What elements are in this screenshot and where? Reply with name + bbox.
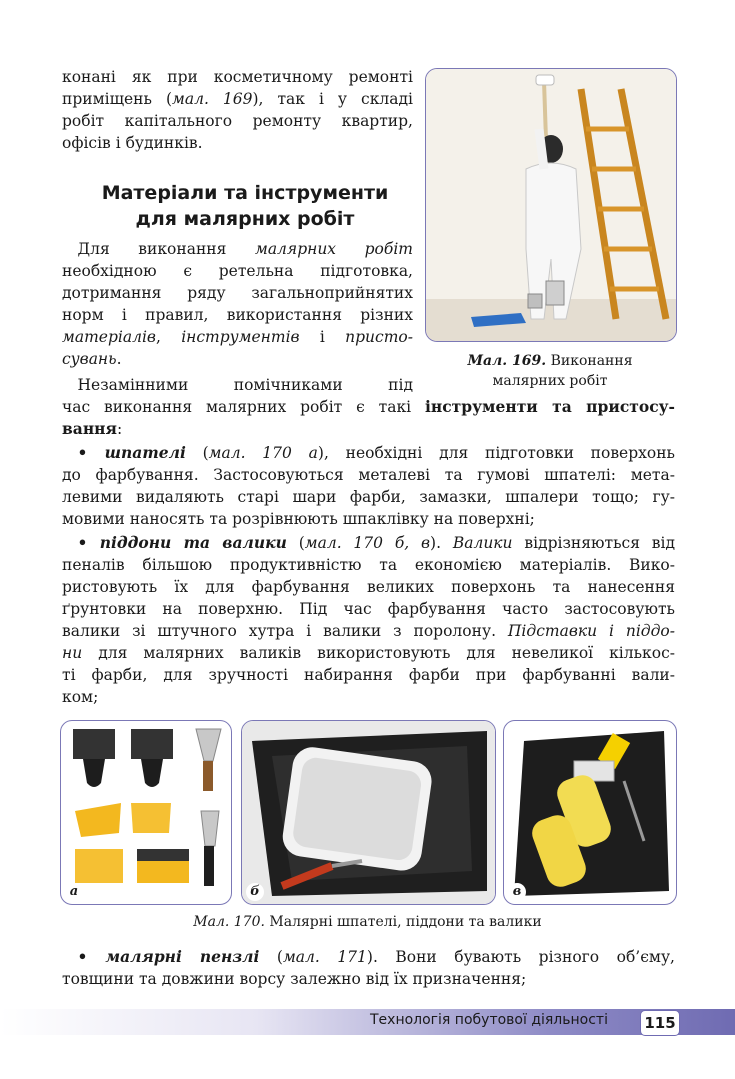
term: Підставки і піддо- bbox=[507, 622, 675, 640]
bullet: • bbox=[77, 443, 105, 462]
para1-line-3: дотримання ряду загальноприйнятих bbox=[62, 284, 413, 302]
bullet: • bbox=[77, 947, 106, 966]
tray-roller-illustration bbox=[242, 721, 495, 904]
text-run: Незамінними помічниками під bbox=[77, 376, 413, 394]
bullet2-line-7: ті фарби, для зручності набирання фарби при фарбуванні вали- bbox=[62, 666, 675, 684]
text-run: для малярних валиків використовують для невеликої кількос- bbox=[82, 644, 675, 662]
term: інструментів bbox=[181, 328, 300, 346]
intro-line-4: офісів і будинків. bbox=[62, 134, 203, 152]
bullet2-line-1 bbox=[62, 532, 675, 554]
intro-line-1: конані як при косметичному ремонті bbox=[62, 68, 413, 86]
bold-term: піддони та валики bbox=[99, 533, 287, 552]
figure-ref: мал. 171 bbox=[282, 948, 367, 966]
bold-term: малярні пензлі bbox=[105, 947, 260, 966]
caption-text: малярних робіт bbox=[492, 373, 608, 389]
text-run: ( bbox=[185, 444, 209, 462]
figure-170a-spatulas bbox=[60, 720, 232, 905]
figure-ref: мал. 170 а bbox=[208, 444, 318, 462]
footer-bar bbox=[0, 1009, 735, 1035]
panel-label-c: в bbox=[508, 883, 526, 901]
term: малярних робіт bbox=[254, 240, 413, 258]
text-run: приміщень ( bbox=[62, 90, 172, 108]
figure-169-caption bbox=[430, 351, 670, 391]
section-heading bbox=[70, 180, 420, 232]
caption-text: Виконання bbox=[546, 353, 633, 369]
text-run: ( bbox=[286, 534, 305, 552]
bullet2-line-5 bbox=[62, 620, 675, 642]
figure-170-caption bbox=[60, 912, 675, 932]
figure-170b-tray-roller bbox=[241, 720, 496, 905]
bullet2-line-8: ком; bbox=[62, 688, 99, 706]
panel-label-a: а bbox=[65, 883, 83, 901]
para2-line-2 bbox=[62, 396, 675, 418]
bullet1-line-1 bbox=[62, 442, 675, 464]
bullet1-line-3: левими видаляють старі шари фарби, замазки, шпалери тощо; гу- bbox=[62, 488, 675, 506]
caption-text: Малярні шпателі, піддони та валики bbox=[264, 914, 542, 930]
bullet2-line-2: пеналів більшою продуктивністю та економією матеріалів. Вико- bbox=[62, 556, 675, 574]
painter-illustration bbox=[426, 69, 676, 341]
text-run: ), необхідні для підготовки поверхонь bbox=[317, 444, 675, 462]
text-run: , bbox=[155, 328, 182, 346]
text-run: . bbox=[116, 350, 122, 368]
footer-title: Технологія побутової діяльності bbox=[370, 1012, 608, 1028]
text-run: ). Вони бувають різного об’єму, bbox=[366, 948, 675, 966]
bullet1-line-2: до фарбування. Застосовуються металеві та гумові шпателі: мета- bbox=[62, 466, 675, 484]
spatulas-illustration bbox=[61, 721, 231, 904]
text-run: ( bbox=[259, 948, 283, 966]
para1-line-1 bbox=[62, 238, 413, 260]
figure-ref: мал. 170 б, в bbox=[304, 534, 431, 552]
term: ни bbox=[62, 644, 83, 662]
heading-line: для малярних робіт bbox=[135, 208, 355, 230]
bullet1-line-4: мовими наносять та розрівнюють шпаклівку на поверхні; bbox=[62, 510, 535, 528]
figure-170c-rollers bbox=[503, 720, 677, 905]
bold-term: інструменти та пристосу- bbox=[425, 397, 675, 416]
bullet2-line-3: ристовують їх для фарбування великих поверхонь та нанесення bbox=[62, 578, 675, 596]
term: матеріалів bbox=[62, 328, 156, 346]
text-run: ), так і у складі bbox=[252, 90, 413, 108]
page-number: 115 bbox=[640, 1010, 680, 1036]
text-run: ). bbox=[430, 534, 453, 552]
heading-line: Матеріали та інструменти bbox=[101, 182, 389, 204]
para1-line-4: норм і правил, використання різних bbox=[62, 306, 413, 324]
rollers-illustration bbox=[504, 721, 676, 904]
text-run: : bbox=[116, 420, 123, 438]
bold-term: шпателі bbox=[104, 443, 186, 462]
para1-line-6 bbox=[62, 348, 413, 370]
term: сувань bbox=[62, 350, 117, 368]
bold-term: вання bbox=[62, 419, 117, 438]
intro-line-3: робіт капітального ремонту квартир, bbox=[62, 112, 413, 130]
para2-line-1 bbox=[62, 374, 413, 396]
caption-number: Мал. 169. bbox=[467, 353, 547, 369]
figure-ref: мал. 169 bbox=[172, 90, 253, 108]
text-run: час виконання малярних робіт є такі bbox=[62, 398, 425, 416]
bullet2-line-4: ґрунтовки на поверхню. Під час фарбування часто застосовують bbox=[62, 600, 675, 618]
intro-line-2 bbox=[62, 88, 413, 110]
text-run: відрізняються від bbox=[512, 534, 676, 552]
term: Валики bbox=[452, 534, 513, 552]
term: присто- bbox=[345, 328, 413, 346]
para1-line-2: необхідною є ретельна підготовка, bbox=[62, 262, 413, 280]
bullet: • bbox=[77, 533, 100, 552]
text-run: і bbox=[299, 328, 346, 346]
panel-label-b: б bbox=[246, 883, 264, 901]
para1-line-5 bbox=[62, 326, 413, 348]
caption-number: Мал. 170. bbox=[193, 914, 265, 930]
bullet3-line-1 bbox=[62, 946, 675, 968]
bullet2-line-6 bbox=[62, 642, 675, 664]
bullet3-line-2: товщини та довжини ворсу залежно від їх призначення; bbox=[62, 970, 527, 988]
figure-169-painter bbox=[425, 68, 677, 342]
text-run: валики зі штучного хутра і валики з поролону. bbox=[62, 622, 508, 640]
text-run: Для виконання bbox=[77, 240, 255, 258]
para2-line-3 bbox=[62, 418, 675, 440]
